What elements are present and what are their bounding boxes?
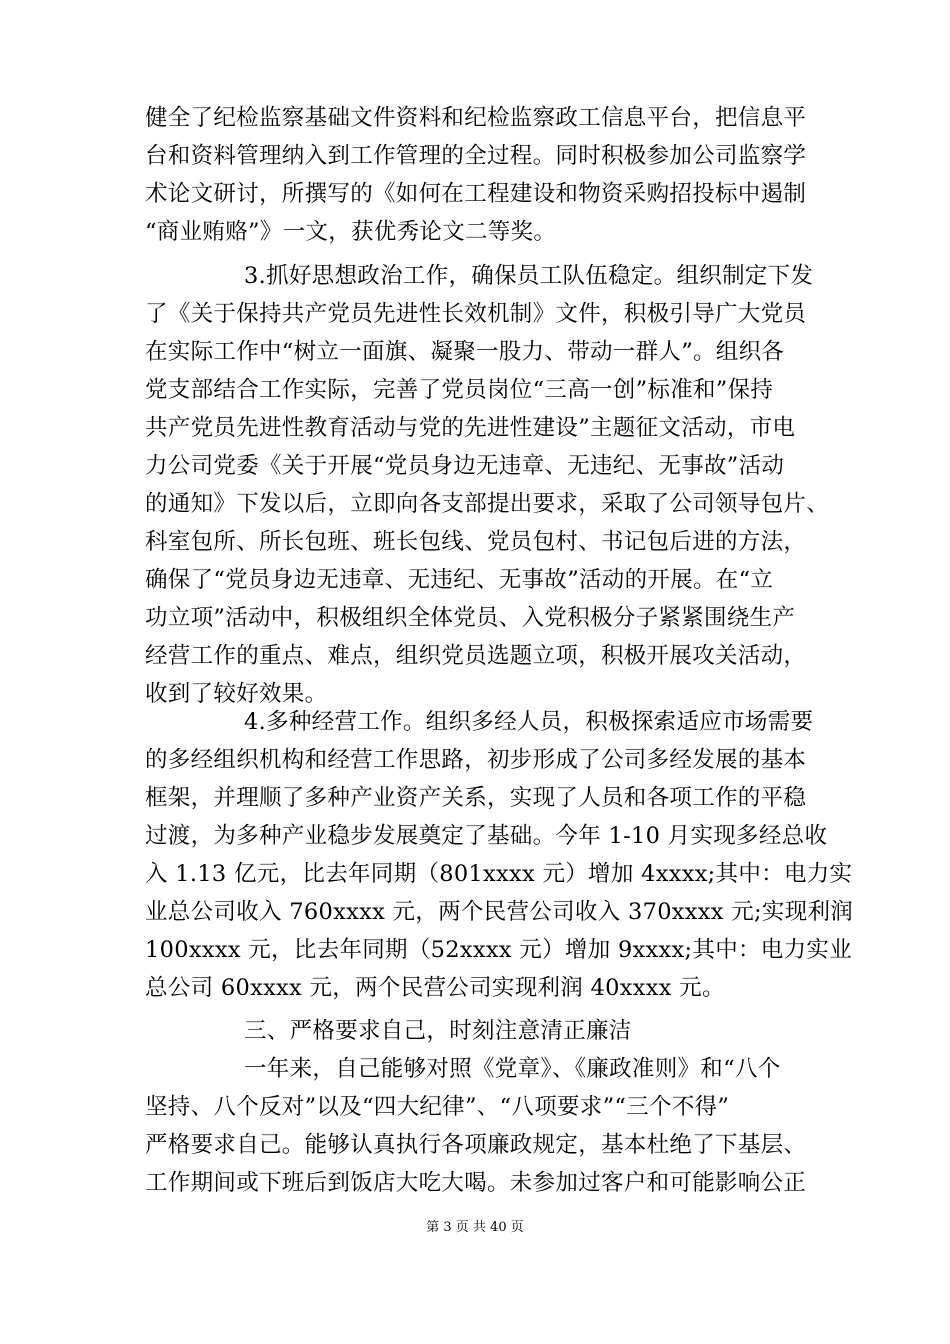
- text-line: 力公司党委《关于开展“党员身边无违章、无违纪、无事故”活动: [145, 453, 785, 479]
- text-line: 框架，并理顺了多种产业资产关系，实现了人员和各项工作的平稳: [145, 785, 807, 811]
- text-line: 业总公司收入 760xxxx 元，两个民营公司收入 370xxxx 元;实现利润: [145, 899, 854, 925]
- page-number: 第 3 页 共 40 页: [426, 1220, 524, 1235]
- text-line: 坚持、八个反对”以及“四大纪律”、“八项要求”“三个不得”: [145, 1094, 730, 1120]
- page-footer: [0, 1218, 950, 1238]
- text-line: 的多经组织机构和经营工作思路，初步形成了公司多经发展的基本: [145, 747, 807, 773]
- text-line: 了《关于保持共产党员先进性长效机制》文件，积极引导广大党员: [145, 301, 807, 327]
- text-line: 总公司 60xxxx 元，两个民营公司实现利润 40xxxx 元。: [145, 975, 725, 1001]
- text-line: 三、严格要求自己，时刻注意清正廉洁: [244, 1018, 632, 1044]
- text-line: 台和资料管理纳入到工作管理的全过程。同时积极参加公司监察学: [145, 143, 807, 169]
- text-line: 科室包所、所长包班、班长包线、党员包村、书记包后进的方法，: [145, 529, 807, 555]
- text-line: 的通知》下发以后，立即向各支部提出要求，采取了公司领导包片、: [145, 491, 830, 517]
- text-line: 经营工作的重点、难点，组织党员选题立项，积极开展攻关活动，: [145, 643, 807, 669]
- text-line: 收到了较好效果。: [145, 681, 328, 707]
- text-line: 严格要求自己。能够认真执行各项廉政规定，基本杜绝了下基层、: [145, 1132, 807, 1158]
- text-line: 功立项”活动中，积极组织全体党员、入党积极分子紧紧围绕生产: [145, 605, 796, 631]
- text-line: 确保了“党员身边无违章、无违纪、无事故”活动的开展。在“立: [145, 567, 774, 593]
- text-line: 工作期间或下班后到饭店大吃大喝。未参加过客户和可能影响公正: [145, 1170, 807, 1196]
- text-line: 4.多种经营工作。组织多经人员，积极探索适应市场需要: [244, 709, 814, 735]
- text-line: 100xxxx 元，比去年同期（52xxxx 元）增加 9xxxx;其中：电力实业: [145, 937, 852, 963]
- text-line: 过渡，为多种产业稳步发展奠定了基础。今年 1-10 月实现多经总收: [145, 823, 828, 849]
- text-line: “商业贿赂”》一文，获优秀论文二等奖。: [145, 219, 557, 245]
- text-line: 3.抓好思想政治工作，确保员工队伍稳定。组织制定下发: [244, 263, 814, 289]
- text-line: 健全了纪检监察基础文件资料和纪检监察政工信息平台，把信息平: [145, 105, 807, 131]
- text-line: 在实际工作中“树立一面旗、凝聚一股力、带动一群人”。组织各: [145, 339, 785, 365]
- text-line: 共产党员先进性教育活动与党的先进性建设”主题征文活动，市电: [145, 415, 796, 441]
- text-line: 入 1.13 亿元，比去年同期（801xxxx 元）增加 4xxxx;其中：电力实: [145, 861, 853, 887]
- text-line: 党支部结合工作实际，完善了党员岗位“三高一创”标准和”保持: [145, 377, 774, 403]
- text-line: 一年来，自己能够对照《党章》、《廉政准则》和“八个: [244, 1056, 781, 1082]
- text-line: 术论文研讨，所撰写的《如何在工程建设和物资采购招投标中遏制: [145, 181, 807, 207]
